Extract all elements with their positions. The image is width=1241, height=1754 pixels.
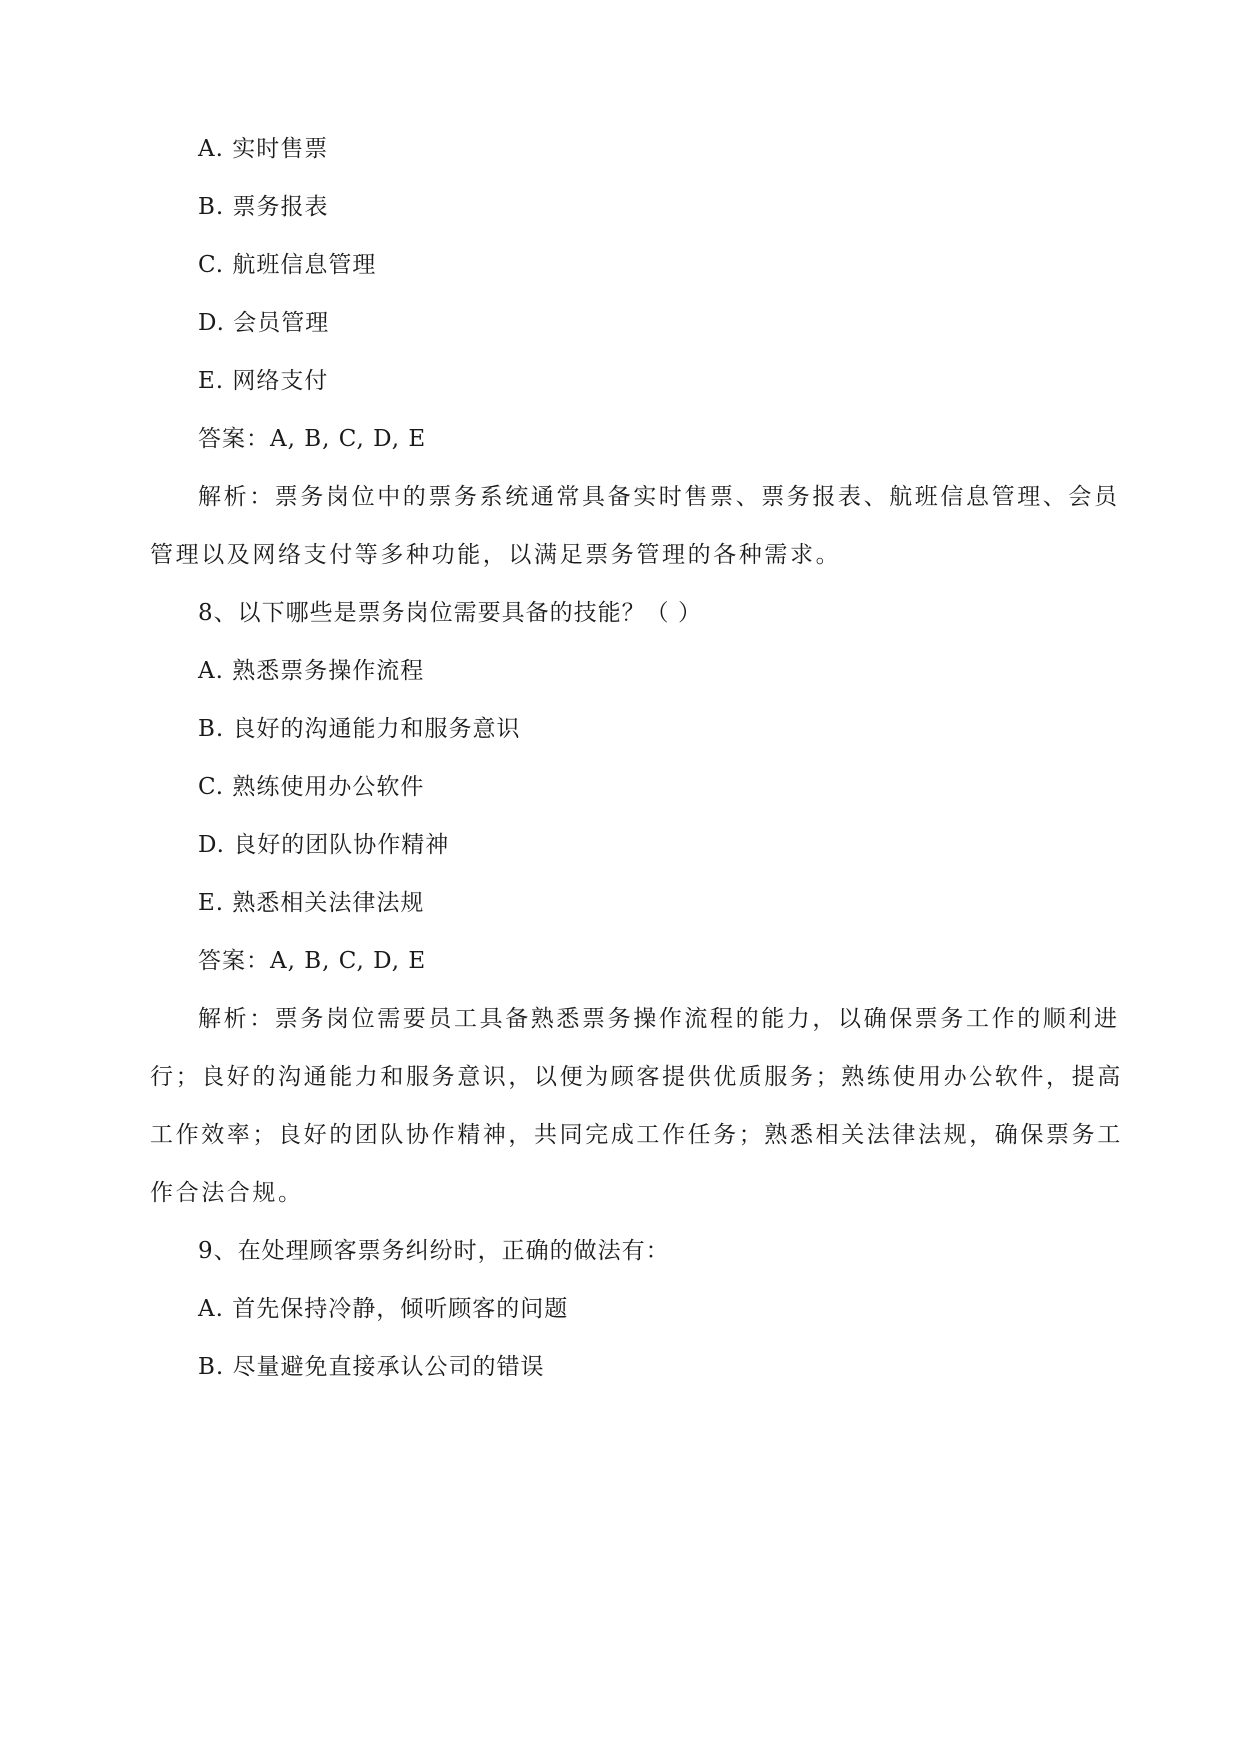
q8-analysis-line-1: 解析：票务岗位需要员工具备熟悉票务操作流程的能力，以确保票务工作的顺利进 — [198, 1006, 1120, 1032]
q7-option-b: B. 票务报表 — [198, 194, 329, 220]
q8-option-c: C. 熟练使用办公软件 — [198, 774, 425, 800]
q7-analysis-line-1: 解析：票务岗位中的票务系统通常具备实时售票、票务报表、航班信息管理、会员 — [198, 484, 1120, 510]
q8-option-b: B. 良好的沟通能力和服务意识 — [198, 716, 521, 742]
q8-analysis-line-2: 行；良好的沟通能力和服务意识，以便为顾客提供优质服务；熟练使用办公软件，提高 — [150, 1064, 1123, 1090]
q8-option-d: D. 良好的团队协作精神 — [198, 832, 450, 858]
q8-analysis-line-4: 作合法合规。 — [150, 1180, 304, 1206]
q7-answer: 答案：A, B, C, D, E — [198, 426, 427, 452]
q8-question: 8、以下哪些是票务岗位需要具备的技能？（ ） — [198, 600, 702, 626]
q9-question: 9、在处理顾客票务纠纷时，正确的做法有： — [198, 1238, 670, 1264]
q7-option-a: A. 实时售票 — [198, 136, 329, 162]
q7-option-c: C. 航班信息管理 — [198, 252, 377, 278]
q9-option-b: B. 尽量避免直接承认公司的错误 — [198, 1354, 545, 1380]
q8-option-e: E. 熟悉相关法律法规 — [198, 890, 425, 916]
q8-answer: 答案：A, B, C, D, E — [198, 948, 427, 974]
q7-option-e: E. 网络支付 — [198, 368, 329, 394]
q8-analysis-line-3: 工作效率；良好的团队协作精神，共同完成工作任务；熟悉相关法律法规，确保票务工 — [150, 1122, 1123, 1148]
q7-option-d: D. 会员管理 — [198, 310, 330, 336]
q9-option-a: A. 首先保持冷静，倾听顾客的问题 — [198, 1296, 569, 1322]
q7-analysis-line-2: 管理以及网络支付等多种功能，以满足票务管理的各种需求。 — [150, 542, 842, 568]
q8-option-a: A. 熟悉票务操作流程 — [198, 658, 425, 684]
